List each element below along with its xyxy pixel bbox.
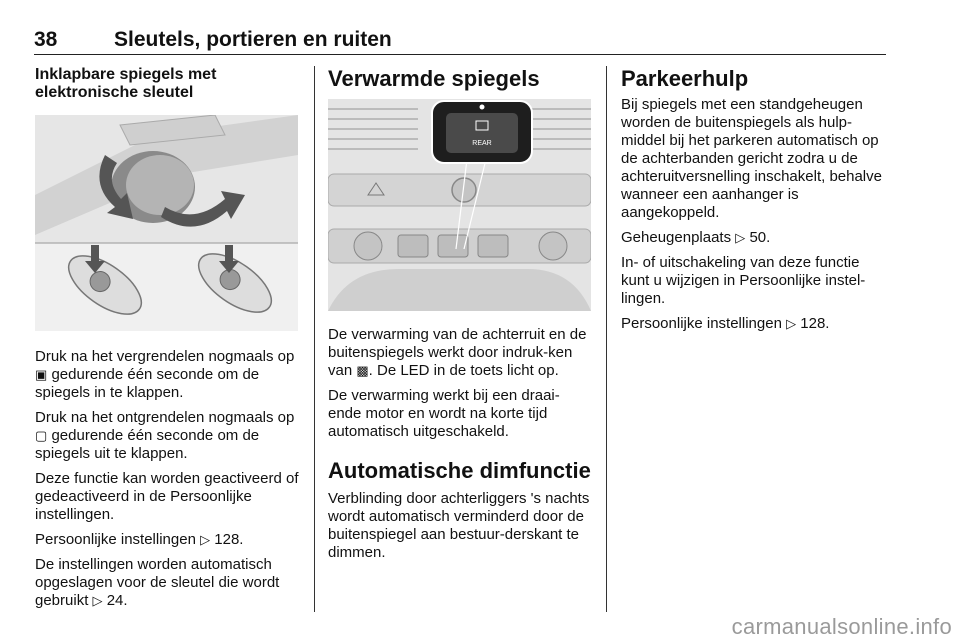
lock-icon: ▣	[35, 367, 48, 382]
paragraph-memory-ref: Geheugenplaats ▷ 50.	[621, 229, 771, 246]
column-3	[621, 66, 889, 340]
rear-button-label: REAR	[472, 140, 492, 147]
page-number: 38	[34, 28, 58, 51]
paragraph-parking-aid: Bij spiegels met een standgeheugen worden de buitenspiegels als hulp-middel bij het parkeren automatisch op de achterbanden gericht zodra u de achteruitversnelling inschakelt, behalve wanneer een aanhanger is aangekoppeld.	[621, 96, 882, 221]
section-heading-auto-dimming: Automatische dimfunctie	[328, 458, 591, 483]
paragraph-auto-dimming: Verblinding door achterliggers 's nachts wordt automatisch verminderd door de buitenspiegel aan bestuur-derskant te dimmen.	[328, 490, 590, 561]
triangle-right-outline-icon: ▷	[786, 316, 797, 331]
paragraph-toggle-function: In- of uitschakeling van deze functie kunt u wijzigen in Persoonlijke instel-lingen.	[621, 254, 866, 307]
folding-mirror-illustration	[35, 115, 298, 331]
column-2	[328, 66, 593, 569]
column-1	[35, 66, 300, 617]
section-heading-folding-mirrors: Inklapbare spiegels met elektronische sleutel	[35, 66, 217, 101]
section-heading-parking-aid: Parkeerhulp	[621, 66, 749, 91]
paragraph-settings-ref: Persoonlijke instellingen ▷ 128.	[621, 315, 830, 332]
unlock-icon: ▢	[35, 428, 48, 443]
dashboard-drawing	[328, 99, 591, 311]
column-divider	[606, 66, 607, 612]
column-divider	[314, 66, 315, 612]
paragraph-auto-save: De instellingen worden automatisch opgeslagen voor de sleutel die wordt gebruikt ▷ 24.	[35, 556, 280, 609]
triangle-right-outline-icon: ▷	[200, 532, 211, 547]
paragraph-settings-ref: Persoonlijke instellingen ▷ 128.	[35, 531, 244, 548]
heated-mirror-button-illustration	[328, 99, 591, 311]
paragraph-fold-in: Druk na het vergrendelen nogmaals op ▣ gedurende één seconde om de spiegels in te klappen.	[35, 348, 295, 401]
rear-window-heat-icon: ▩	[356, 363, 369, 378]
watermark: carmanualsonline.info	[731, 614, 952, 639]
mirror-and-keys-drawing	[35, 115, 298, 331]
page-reference[interactable]: 50.	[749, 229, 771, 246]
page-reference[interactable]: 24.	[106, 592, 128, 609]
page-title: Sleutels, portieren en ruiten	[114, 28, 392, 51]
paragraph-fold-out: Druk na het ontgrendelen nogmaals op ▢ gedurende één seconde om de spiegels uit te klappen.	[35, 409, 295, 462]
page-reference[interactable]: 128.	[214, 531, 244, 548]
triangle-right-outline-icon: ▷	[92, 593, 103, 608]
triangle-right-outline-icon: ▷	[735, 230, 746, 245]
page-reference[interactable]: 128.	[800, 315, 830, 332]
paragraph-activation: Deze functie kan worden geactiveerd of gedeactiveerd in de Persoonlijke instellingen.	[35, 470, 299, 523]
page-header	[34, 26, 886, 55]
section-heading-heated-mirrors: Verwarmde spiegels	[328, 66, 540, 91]
paragraph-heating-activation: De verwarming van de achterruit en de buitenspiegels werkt door indruk-ken van ▩. De LED in de toets licht op.	[328, 326, 587, 379]
paragraph-heating-engine: De verwarming werkt bij een draai-ende motor en wordt na korte tijd automatisch uitgeschakeld.	[328, 387, 560, 440]
